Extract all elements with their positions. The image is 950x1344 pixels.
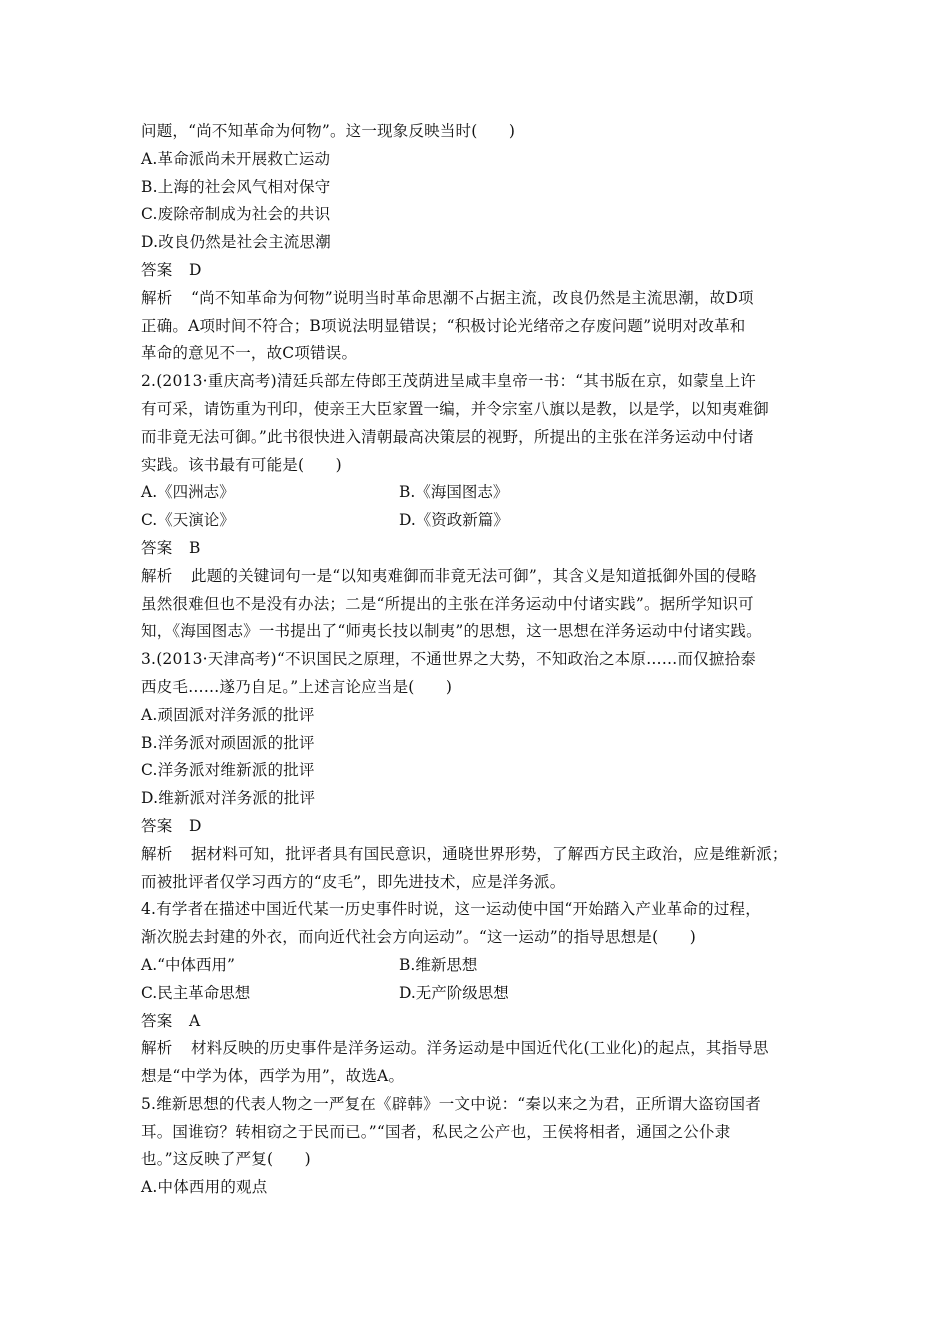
answer-label: 答案	[141, 1011, 173, 1030]
answer-value: D	[189, 260, 202, 279]
answer-value: A	[189, 1011, 201, 1030]
question-5-stem-line: 耳。国谁窃？转相窃之于民而已。”“国者，私民之公产也，王侯将相者，通国之公仆隶	[141, 1122, 731, 1141]
question-5-stem-line: 也。”这反映了严复( )	[141, 1150, 311, 1169]
question-3-answer	[141, 813, 821, 841]
question-5-option-a: A.中体西用的观点	[141, 1178, 268, 1197]
question-2-option-b: B.《海国图志》	[399, 483, 509, 502]
question-4-stem: 4.有学者在描述中国近代某一历史事件时说，这一运动使中国“开始踏入产业革命的过程，	[141, 900, 761, 919]
analysis-label: 解析	[141, 288, 173, 307]
question-3-option-d: D.维新派对洋务派的批评	[141, 789, 316, 808]
question-2-options-row	[141, 507, 821, 535]
question-2-option-d: D.《资政新篇》	[399, 511, 509, 530]
analysis-text: 据材料可知，批评者具有国民意识，通晓世界形势，了解西方民主政治，应是维新派；	[191, 844, 788, 863]
question-2-stem-line: 实践。该书最有可能是( )	[141, 455, 342, 474]
question-1-option-c: C.废除帝制成为社会的共识	[141, 205, 331, 224]
analysis-label: 解析	[141, 1039, 173, 1058]
answer-value: B	[189, 538, 201, 557]
question-4-analysis-line: 想是“中学为体，西学为用”，故选A。	[141, 1067, 405, 1086]
question-3-stem-line: 西皮毛……遂乃自足。”上述言论应当是( )	[141, 677, 453, 696]
question-1-analysis-line: 革命的意见不一，故C项错误。	[141, 344, 358, 363]
question-2-analysis	[141, 563, 821, 591]
question-1-analysis-line: 正确。A项时间不符合；B项说法明显错误；“积极讨论光绪帝之存废问题”说明对改革和	[141, 316, 746, 335]
question-2-analysis-line: 知，《海国图志》一书提出了“师夷长技以制夷”的思想，这一思想在洋务运动中付诸实践。	[141, 622, 762, 641]
question-2-options-row	[141, 479, 821, 507]
question-4-option-a: A.“中体西用”	[141, 955, 235, 974]
question-1-answer	[141, 257, 821, 285]
question-3-stem: 3.(2013·天津高考)“不识国民之原理，不通世界之大势，不知政治之本原……而仅摭拾泰	[141, 650, 756, 669]
answer-label: 答案	[141, 816, 173, 835]
question-4-option-b: B.维新思想	[399, 955, 478, 974]
question-4-answer	[141, 1008, 821, 1036]
question-4-stem-line: 渐次脱去封建的外衣，而向近代社会方向运动”。“这一运动”的指导思想是( )	[141, 928, 696, 947]
analysis-text: 材料反映的历史事件是洋务运动。洋务运动是中国近代化(工业化)的起点，其指导思	[191, 1039, 769, 1058]
answer-label: 答案	[141, 538, 173, 557]
answer-label: 答案	[141, 260, 173, 279]
question-4-option-d: D.无产阶级思想	[399, 983, 509, 1002]
question-1-option-d: D.改良仍然是社会主流思潮	[141, 233, 331, 252]
question-2-analysis-line: 虽然很难但也不是没有办法；二是“所提出的主张在洋务运动中付诸实践”。据所学知识可	[141, 594, 754, 613]
question-5-stem: 5.维新思想的代表人物之一严复在《辟韩》一文中说：“秦以来之为君，正所谓大盗窃国者	[141, 1094, 761, 1113]
question-4-analysis	[141, 1035, 821, 1063]
question-4-options-row	[141, 980, 821, 1008]
question-1-stem: 问题，“尚不知革命为何物”。这一现象反映当时( )	[141, 122, 516, 140]
question-4-options-row	[141, 952, 821, 980]
question-3-analysis	[141, 841, 821, 869]
question-3-analysis-line: 而被批评者仅学习西方的“皮毛”，即先进技术，应是洋务派。	[141, 872, 566, 891]
question-2-stem-line: 有可采，请饬重为刊印，使亲王大臣家置一编，并令宗室八旗以是教，以是学，以知夷难御	[141, 399, 770, 418]
analysis-text: 此题的关键词句一是“以知夷难御而非竟无法可御”，其含义是知道抵御外国的侵略	[191, 566, 757, 585]
question-2-stem-line: 而非竟无法可御。”此书很快进入清朝最高决策层的视野，所提出的主张在洋务运动中付诸	[141, 427, 754, 446]
question-3-option-a: A.顽固派对洋务派的批评	[141, 705, 315, 724]
question-2-option-a: A.《四洲志》	[141, 483, 235, 502]
question-2-option-c: C.《天演论》	[141, 511, 235, 530]
analysis-text: “尚不知革命为何物”说明当时革命思潮不占据主流，改良仍然是主流思潮，故D项	[191, 288, 754, 307]
analysis-label: 解析	[141, 566, 173, 585]
question-4-option-c: C.民主革命思想	[141, 983, 251, 1002]
document-page	[141, 118, 821, 1202]
answer-value: D	[189, 816, 202, 835]
question-2-stem: 2.(2013·重庆高考)清廷兵部左侍郎王茂荫进呈咸丰皇帝一书：“其书版在京，如蒙皇上许	[141, 372, 756, 391]
question-1-option-b: B.上海的社会风气相对保守	[141, 177, 331, 196]
question-1-analysis	[141, 285, 821, 313]
analysis-label: 解析	[141, 844, 173, 863]
question-2-answer	[141, 535, 821, 563]
question-3-option-b: B.洋务派对顽固派的批评	[141, 733, 315, 752]
question-3-option-c: C.洋务派对维新派的批评	[141, 761, 315, 780]
question-1-option-a: A.革命派尚未开展救亡运动	[141, 149, 331, 168]
